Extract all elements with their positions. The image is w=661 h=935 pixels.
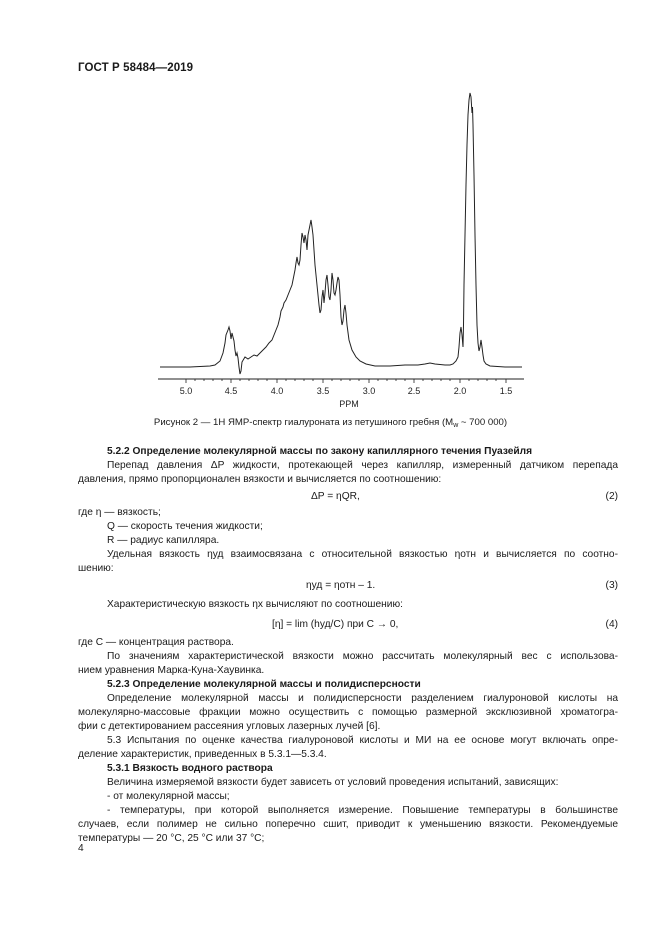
figure-caption [0, 417, 661, 429]
paragraph-line: По значениям характеристической вязкости можно рассчитать молекулярный вес с использова- [107, 651, 618, 662]
x-tick-label: 4.5 [224, 386, 238, 396]
paragraph-line: Удельная вязкость ηуд взаимосвязана с относительной вязкостью ηотн и вычисляется по соотно- [107, 549, 618, 560]
section-heading-5-2-2: 5.2.2 Определение молекулярной массы по закону капиллярного течения Пуазейля [107, 446, 533, 457]
equation-number: (2) [605, 491, 618, 502]
definition-line: R — радиус капилляра. [107, 535, 220, 546]
spectrum-trace [160, 93, 522, 374]
nmr-spectrum-plot [150, 85, 530, 415]
paragraph-line: молекулярно-массовые фракции можно осуществить с помощью размерной эксклюзивной хроматогра- [78, 707, 618, 718]
x-axis-ticks [186, 379, 506, 383]
document-header: ГОСТ Р 58484—2019 [78, 62, 194, 74]
paragraph-line: температуры — 20 °С, 25 °С или 37 °С; [78, 833, 265, 844]
equation-4: [η] = lim (hуд/C) при C → 0, [272, 619, 399, 630]
paragraph-line: случаев, если полимер не сильно поперечно сшит, приводит к уменьшению вязкости. Рекомендуемые [78, 819, 618, 830]
definition-line: Q — скорость течения жидкости; [107, 521, 263, 532]
list-item: - температуры, при которой выполняется измерение. Повышение температуры в большинстве [107, 805, 618, 816]
paragraph-line: Величина измеряемой вязкости будет зависеть от условий проведения испытаний, зависящих: [107, 777, 559, 788]
x-axis-label: PPM [339, 399, 359, 409]
paragraph-line: Перепад давления ΔP жидкости, протекающей через капилляр, измеренный датчиком перепада [107, 460, 618, 471]
caption-subscript: w [453, 422, 459, 429]
equation-3: ηуд = ηотн – 1. [306, 580, 376, 591]
equation-2: ΔP = ηQR, [311, 491, 360, 502]
section-heading-5-2-3: 5.2.3 Определение молекулярной массы и полидисперсности [107, 679, 421, 690]
caption-text: Рисунок 2 — 1H ЯМР-спектр гиалуроната из петушиного гребня (M [153, 417, 454, 428]
paragraph-line: деление характеристик, приведенных в 5.3.1—5.3.4. [78, 749, 327, 760]
definition-line: где C — концентрация раствора. [78, 637, 234, 648]
equation-number: (3) [605, 580, 618, 591]
paragraph-line: фии с детектированием рассеяния угловых лазерных лучей [6]. [78, 721, 381, 732]
paragraph-line: Определение молекулярной массы и полидисперсности разделением гиалуроновой кислоты на [107, 693, 618, 704]
list-item: - от молекулярной массы; [107, 791, 230, 802]
x-tick-label: 3.0 [362, 386, 376, 396]
x-tick-label: 5.0 [179, 386, 193, 396]
paragraph-line: давления, прямо пропорционален вязкости и вычисляется по соотношению: [78, 474, 442, 485]
paragraph-line: шению: [78, 563, 114, 574]
x-tick-label: 4.0 [270, 386, 284, 396]
definition-line: где η — вязкость; [78, 507, 161, 518]
equation-number: (4) [605, 619, 618, 630]
paragraph-line: Характеристическую вязкость ηх вычисляют по соотношению: [107, 599, 403, 610]
x-tick-label: 3.5 [316, 386, 330, 396]
caption-tail: ~ 700 000) [458, 417, 508, 428]
paragraph-line: 5.3 Испытания по оценке качества гиалуроновой кислоты и МИ на ее основе могут включать опре- [107, 735, 618, 746]
section-heading-5-3-1: 5.3.1 Вязкость водного раствора [107, 763, 273, 774]
page-number: 4 [78, 843, 84, 854]
x-tick-label: 2.0 [453, 386, 467, 396]
x-tick-label: 1.5 [499, 386, 513, 396]
paragraph-line: нием уравнения Марка-Куна-Хаувинка. [78, 665, 265, 676]
x-tick-label: 2.5 [407, 386, 421, 396]
